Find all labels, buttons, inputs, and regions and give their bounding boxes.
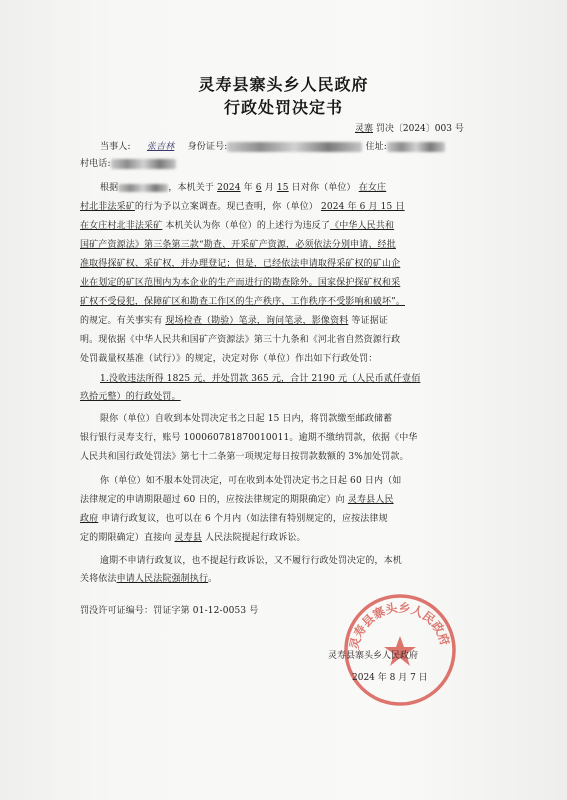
text-span: 在女庄村北非法采矿 bbox=[80, 221, 163, 231]
body-line bbox=[80, 531, 306, 545]
text-span: ，本机关于 bbox=[168, 183, 215, 193]
body-line bbox=[80, 572, 217, 586]
date-year: 2024 bbox=[217, 183, 241, 193]
party-line bbox=[100, 140, 445, 154]
body-line bbox=[80, 219, 394, 233]
redacted-id-number bbox=[227, 142, 362, 152]
date-day: 15 bbox=[276, 183, 289, 193]
text-span: 关将依法 bbox=[80, 574, 117, 584]
signature-org: 灵寿县寨头乡人民政府 bbox=[328, 651, 419, 661]
body-line: 准取得探矿权、采矿权，并办理登记；但是，已经依法申请取得采矿权的矿山企 bbox=[80, 259, 401, 269]
doc-number-rest: 罚决〔2024〕003 号 bbox=[373, 124, 464, 134]
seal-text: 灵寿县寨头乡人民政府 bbox=[347, 600, 453, 651]
text-span: 根据 bbox=[100, 183, 119, 193]
redacted-basis bbox=[118, 184, 168, 192]
body-line: 你（单位）如不服本处罚决定，可在收到本处罚决定书之日起 60 日内（如 bbox=[100, 476, 402, 486]
body-line: 人民共和国行政处罚法》第七十二条第一项规定每日按罚款数额的 3%加处罚款。 bbox=[80, 452, 409, 462]
text-span: 。 bbox=[208, 574, 218, 584]
text-span: 定的期限确定）直接向 bbox=[80, 533, 172, 543]
text-span: 《中华人民共和 bbox=[330, 221, 395, 231]
party-name: 张吉林 bbox=[146, 142, 175, 152]
text-span: 年 bbox=[243, 183, 253, 193]
text-span: 2024 年 6 月 15 日 bbox=[320, 202, 405, 212]
text-span: 申请行政复议，也可以在 6 个月内（如法律有特别规定的，应按法律规 bbox=[101, 514, 388, 524]
body-line: 业在划定的矿区范围内为本企业的生产而进行的勘查除外。国家保护探矿权和采 bbox=[80, 278, 401, 288]
text-span: 在女庄 bbox=[358, 183, 387, 193]
date-month: 6 bbox=[255, 183, 262, 193]
title-line-1: 灵寿县寨头乡人民政府 bbox=[198, 75, 369, 94]
body-line: 逾期不申请行政复议，也不提起行政诉讼，又不履行行政处罚决定的，本机 bbox=[100, 556, 402, 566]
review-agency-cont: 政府 bbox=[80, 514, 99, 524]
body-line bbox=[80, 493, 394, 507]
redacted-phone bbox=[111, 159, 176, 169]
penalty-line: 1.没收违法所得 1825 元，并处罚款 365 元，合计 2190 元（人民币贰仟壹佰 bbox=[100, 374, 421, 384]
text-span: 人民法院提起行政诉讼。 bbox=[205, 533, 306, 543]
text-span: 村北非法采矿 bbox=[80, 202, 135, 212]
document-number bbox=[355, 121, 464, 134]
body-line: 限你（单位）自收到本处罚决定书之日起 15 日内，将罚款缴至邮政储蓄 bbox=[100, 414, 393, 424]
village-phone-line bbox=[80, 157, 176, 171]
doc-number-prefix: 灵寨 bbox=[355, 124, 374, 134]
text-span: 日对你（单位） bbox=[291, 183, 356, 193]
penalty-line: 玖拾元整）的行政处罚。 bbox=[80, 392, 181, 402]
body-line bbox=[80, 200, 405, 214]
license-number: 罚没许可证编号：罚证字第 01-12-0053 号 bbox=[80, 606, 259, 616]
body-line: 银行银行灵寿支行，账号 100060781870010011。逾期不缴纳罚款，依据《中华 bbox=[80, 433, 418, 443]
redacted-address bbox=[387, 142, 445, 152]
body-line: 矿权不受侵犯，保障矿区和勘查工作区的生产秩序、工作秩序不受影响和破坏”。 bbox=[80, 297, 406, 307]
review-agency: 灵寿县人民 bbox=[347, 495, 394, 505]
body-line bbox=[100, 181, 386, 195]
body-line: 国矿产资源法》第三条第三款“勘查、开采矿产资源，必须依法分别申请、经批 bbox=[80, 240, 396, 250]
text-span: 本机关认为你（单位）的上述行为违反了 bbox=[165, 221, 331, 231]
village-phone-label: 村电话: bbox=[80, 159, 111, 169]
party-label: 当事人: bbox=[100, 142, 131, 152]
body-line: 明。现依据《中华人民共和国矿产资源法》第三十九条和《河北省自然资源行政 bbox=[80, 335, 401, 345]
signature-date: 2024 年 8 月 7 日 bbox=[352, 673, 428, 683]
body-line bbox=[80, 512, 388, 526]
text-span: 法律规定的申请期限超过 60 日的，应按法律规定的期限确定）向 bbox=[80, 495, 345, 505]
evidence-list: 现场检查（勘验）笔录，询问笔录，影像资料 bbox=[165, 316, 349, 326]
court-county: 灵寿县 bbox=[174, 533, 202, 543]
text-span: 的规定。有关事实有 bbox=[80, 316, 163, 326]
text-span: 的行为予以立案调查。现已查明，你（单位） bbox=[134, 202, 318, 212]
text-span: 等证据证 bbox=[351, 316, 389, 326]
text-span: 申请人民法院强制执行 bbox=[116, 574, 209, 584]
body-line: 处罚裁量权基准（试行）》的规定，决定对你（单位）作出如下行政处罚： bbox=[80, 354, 378, 364]
title-line-2: 行政处罚决定书 bbox=[223, 98, 343, 117]
body-line bbox=[80, 314, 388, 328]
id-label: 身份证号: bbox=[187, 142, 228, 152]
text-span: 月 bbox=[264, 183, 274, 193]
address-label: 住址: bbox=[365, 142, 387, 152]
